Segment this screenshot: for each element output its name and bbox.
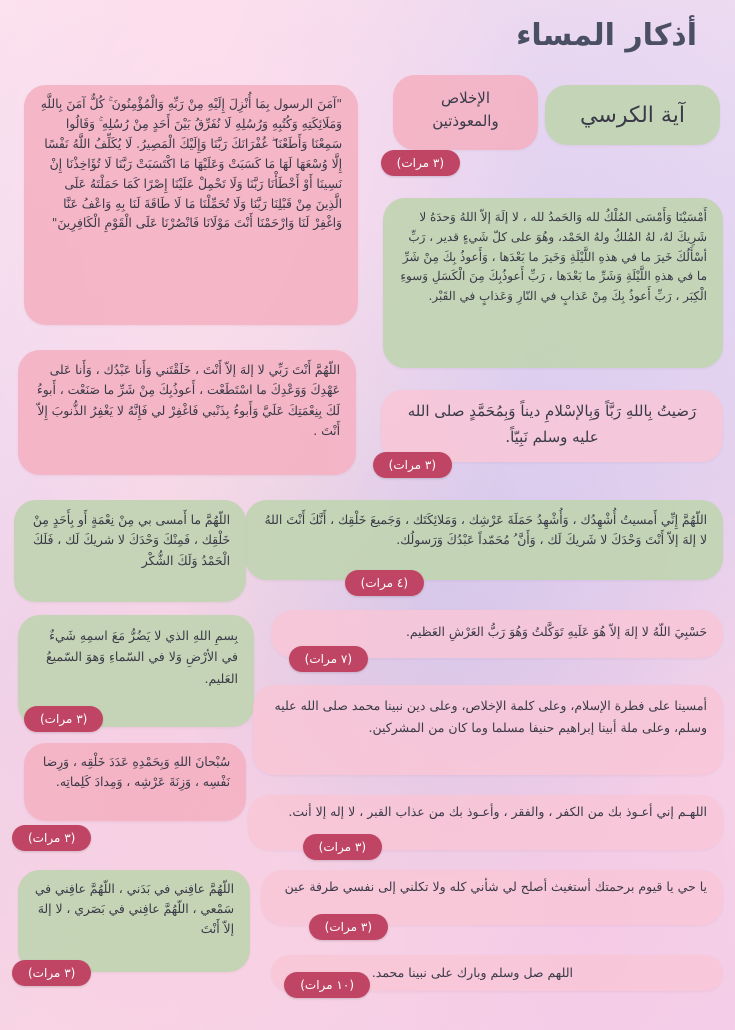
card-amsaytu-ushhiduk [245, 500, 723, 580]
card-afini [18, 870, 250, 972]
card-text: "آمَنَ الرسول بِمَا أُنْزِلَ إِلَيْهِ مِنْ رَبِّهِ وَالْمُؤْمِنُونَ ۚ كُلٌّ آمَنَ بِاللَّهِ وَمَلَائِكَتِهِ وَكُتُبِهِ وَرُسُلِهِ لَا نُفَرِّقُ بَيْنَ أَحَدٍ مِنْ رُسُلِهِ ۚ وَقَالُوا سَمِعْنَا وَأَطَعْنَا ۖ غُفْرَانَكَ رَبَّنَا وَإِلَيْكَ الْمَصِيرُ. لَا يُكَلِّفُ اللَّهُ نَفْسًا إِلَّا وُسْعَهَا لَهَا مَا كَسَبَتْ وَعَلَيْهَا مَا اكْتَسَبَتْ رَبَّنَا لَا تُؤَاخِذْنَا إِنْ نَسِينَا أَوْ أَخْطَأْنَا رَبَّنَا وَلَا تَحْمِلْ عَلَيْنَا إِصْرًا كَمَا حَمَلْتَهُ عَلَى الَّذِينَ مِنْ قَبْلِنَا رَبَّنَا وَلَا تُحَمِّلْنَا مَا لَا طَاقَةَ لَنَا بِهِ وَاعْفُ عَنَّا وَاغْفِرْ لَنَا وَارْحَمْنَا أَنْتَ مَوْلَانَا فَانْصُرْنَا عَلَى الْقَوْمِ الْكَافِرِينَ" [40, 97, 342, 231]
card-ikhlas [393, 75, 538, 150]
card-text: يا حي يا قيوم برحمتك أستغيث أصلح لي شأني كله ولا تكلني إلى نفسي طرفة عين [284, 879, 707, 894]
card-sayyid-istighfar [18, 350, 356, 475]
card-text: آية الكرسي [580, 103, 685, 128]
card-text: اللّهُمَّ عافِني في بَدَني ، اللّهُمَّ عافِني في سَمْعي ، اللّهُمَّ عافِني في بَصَري ، لا إلهَ إلاّ أَنْتَ [34, 882, 234, 936]
count-badge: (٣ مرات) [309, 914, 388, 940]
card-text: سُبْحانَ اللهِ وَبِحَمْدِهِ عَدَدَ خَلْقِه ، وَرِضا نَفْسِه ، وَزِنَةَ عَرْشِه ، وَمِدادَ كَلِماتِه. [42, 755, 230, 789]
count-badge: (٣ مرات) [12, 960, 91, 986]
card-text: اللهم صل وسلم وبارك على نبينا محمد. [371, 965, 573, 980]
card-text: أَمْسَيْنَا وَأَمْسَى المُلْكُ لله وَالحَمدُ لله ، لا إلَهَ إلاّ اللهُ وَحدَهُ لا شَرِيكَ لهُ، لهُ المُلكُ ولهُ الحَمْد، وهُوَ على كلّ شَيءٍ قدير ، رَبِّ أسْأَلُكَ خَيرَ ما في هذهِ اللَّيْلَةِ وَخَيرَ ما بَعْدَها ، وَأَعوذُ بِكَ مِنْ شَرِّ ما في هذهِ اللَّيْلَةِ وَشَرِّ ما بَعْدَها ، رَبِّ أَعوذُبِكَ مِنَ الْكَسَلِ وَسوءِ الْكِبَر ، رَبِّ أَعوذُ بِكَ مِنْ عَذابٍ في النّارِ وَعَذابٍ في القَبْر. [400, 210, 707, 304]
count-badge: (٣ مرات) [373, 452, 452, 478]
count-badge: (٣ مرات) [12, 825, 91, 851]
card-fitrat-islam [253, 685, 723, 775]
card-ayat-kursi [545, 85, 720, 145]
count-badge: (٣ مرات) [303, 834, 382, 860]
card-baqarah-end [24, 85, 358, 325]
card-text: اللّهُمَّ ما أَمسى بي مِنْ نِعْمَةٍ أَو بِأَحَدٍ مِنْ خَلْقِك ، فَمِنْكَ وَحْدَكَ لا شريكَ لَك ، فَلَكَ الْحَمْدُ وَلَكَ الشُّكْر [32, 513, 230, 568]
card-text: اللّهُمَّ أَنْتَ رَبِّي لا إلهَ إلاّ أَنْتَ ، خَلَقْتَني وَأَنا عَبْدُك ، وَأَنا عَلى عَهْدِكَ وَوَعْدِكَ ما اسْتَطَعْت ، أَعوذُبِكَ مِنْ شَرِّ ما صَنَعْت ، أَبوءُ لَكَ بِنِعْمَتِكَ عَلَيَّ وَأَبوءُ بِذَنْبي فَاغْفِرْ لي فَإِنَّهُ لا يَغْفِرُ الذُّنوبَ إِلاّ أَنْتَ . [36, 363, 340, 438]
card-ma-amsa-bi [14, 500, 246, 602]
card-text: رَضيتُ بِاللهِ رَبَّاً وَبِالإسْلامِ ديناً وَبِمُحَمَّدٍ صلى الله عليه وسلم نَبِيّاً. [407, 402, 697, 447]
count-badge: (١٠ مرات) [284, 972, 370, 998]
card-subhanallah [24, 743, 246, 821]
card-text: اللهـم إني أعـوذ بك من الكفر ، والفقر ، وأعـوذ بك من عذاب القبر ، لا إله إلا أنت. [288, 804, 707, 819]
card-text: بِسمِ اللهِ الذي لا يَضُرُّ مَعَ اسمِهِ شَيءٌ في الأرْضِ وَلا في السّماءِ وَهوَ السّميعُ العَليم. [45, 628, 238, 686]
card-text: الإخلاص والمعوذتين [432, 89, 499, 130]
page-title: أذكار المساء [516, 18, 697, 53]
count-badge: (٧ مرات) [289, 646, 368, 672]
count-badge: (٣ مرات) [24, 706, 103, 732]
card-text: أمسينا على فطرة الإسلام، وعلى كلمة الإخلاص، وعلى دين نبينا محمد صلى الله عليه وسلم، وعلى ملة أبينا إبراهيم حنيفا مسلما وما كان من المشركين. [274, 698, 707, 735]
count-badge: (٣ مرات) [381, 150, 460, 176]
card-text: اللّهُمَّ إِنِّي أَمسيتُ أُشْهِدُك ، وَأُشْهِدُ حَمَلَةَ عَرْشِك ، وَمَلائِكَتَك ، وَجَميعَ خَلْقِك ، أَنَّكَ أَنْتَ اللهُ لا إلهَ إلاّ أَنْتَ وَحْدَكَ لا شَريكَ لَك ، وَأَنَّ ُ مُحَمّداً عَبْدُكَ وَرَسولُك. [264, 513, 707, 548]
card-text: حَسْبِيَ اللّهُ لا إلهَ إلاّ هُوَ عَلَيهِ تَوَكَّلتُ وَهُوَ رَبُّ العَرْشِ العَظيم. [405, 625, 707, 639]
count-badge: (٤ مرات) [345, 570, 424, 596]
card-amsayna-mulk [383, 198, 723, 368]
